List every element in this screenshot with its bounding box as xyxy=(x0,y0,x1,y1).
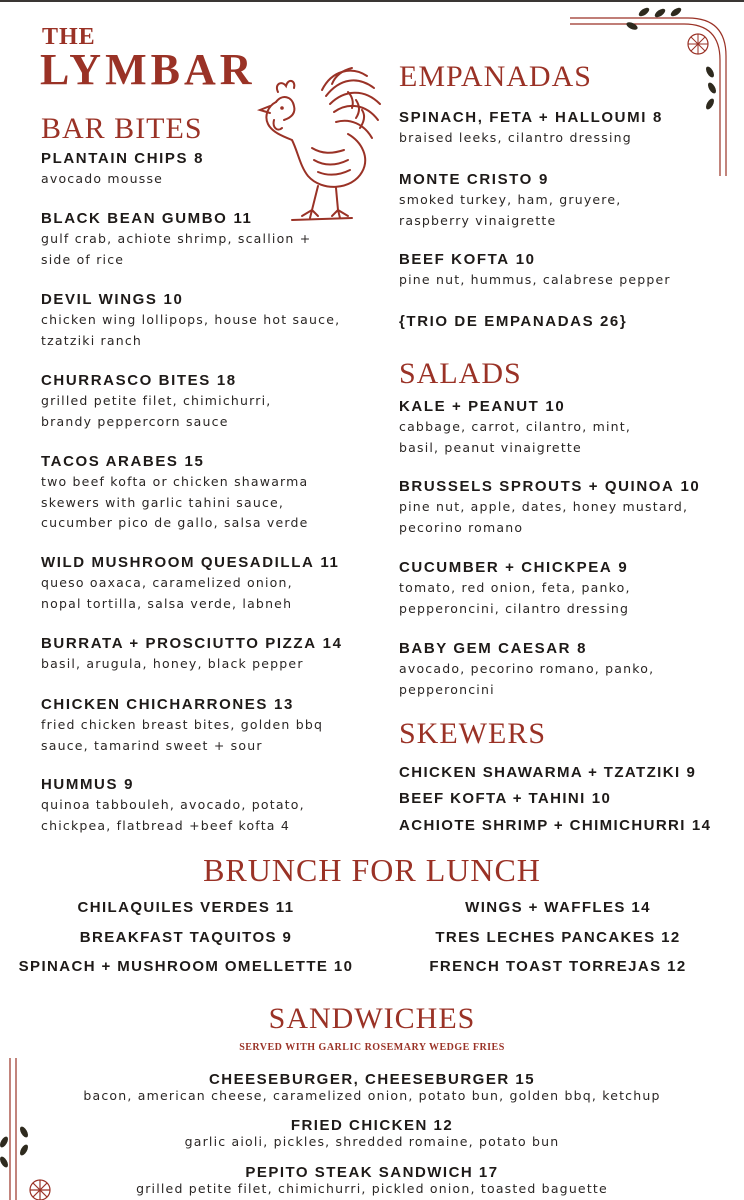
item-description: gulf crab, achiote shrimp, scallion + xyxy=(41,231,312,246)
item-description: brandy peppercorn sauce xyxy=(41,413,229,429)
item-description: pine nut, apple, dates, honey mustard, xyxy=(399,499,689,514)
item-name: BURRATA + PROSCIUTTO PIZZA xyxy=(41,635,317,652)
item-description: avocado mousse xyxy=(41,171,164,186)
item-description: pepperoncini, cilantro dressing xyxy=(399,600,630,616)
item-description: queso oaxaca, caramelized onion, xyxy=(41,575,293,590)
item-description: pecorino romano xyxy=(399,519,524,535)
item-price: 10 xyxy=(545,398,566,415)
item-description: avocado, pecorino romano, panko, xyxy=(399,661,655,676)
item-description: pepperoncini xyxy=(399,681,495,697)
menu-item xyxy=(41,290,381,351)
item-price: 9 xyxy=(124,776,135,793)
menu-item xyxy=(399,108,729,149)
skewers-title: SKEWERS xyxy=(399,717,547,750)
item-price: 11 xyxy=(320,554,340,571)
item-description: tomato, red onion, feta, panko, xyxy=(399,580,631,595)
item-price: 14 xyxy=(322,635,343,652)
item-name: BEEF KOFTA + TAHINI xyxy=(399,790,586,807)
item-price: 10 xyxy=(591,790,612,807)
top-border xyxy=(0,0,744,2)
brunch-item: FRENCH TOAST TORREJAS 12 xyxy=(429,958,687,975)
menu-item xyxy=(41,149,381,190)
skewer-item xyxy=(399,816,729,836)
item-price: 9 xyxy=(618,559,629,576)
menu-item xyxy=(399,397,729,458)
item-description: braised leeks, cilantro dressing xyxy=(399,130,632,145)
skewer-item xyxy=(399,763,729,783)
sandwich-description: garlic aioli, pickles, shredded romaine, potato bun xyxy=(184,1134,560,1149)
item-name: BEEF KOFTA xyxy=(399,251,510,268)
item-price: 15 xyxy=(184,453,205,470)
sandwich-description: grilled petite filet, chimichurri, pickled onion, toasted baguette xyxy=(136,1181,608,1196)
item-name: BLACK BEAN GUMBO xyxy=(41,210,228,227)
menu-item xyxy=(399,170,729,231)
item-name: BRUSSELS SPROUTS + QUINOA xyxy=(399,478,675,495)
item-name: CHICKEN SHAWARMA + TZATZIKI xyxy=(399,764,681,781)
sandwich-name: PEPITO STEAK SANDWICH 17 xyxy=(245,1164,499,1181)
menu-item xyxy=(399,558,729,619)
item-name: CHICKEN CHICHARRONES xyxy=(41,696,269,713)
item-name: CHURRASCO BITES xyxy=(41,372,211,389)
item-description: cucumber pico de gallo, salsa verde xyxy=(41,515,309,530)
corner-ornament-top-right xyxy=(568,4,744,180)
menu-item xyxy=(41,634,381,675)
item-description: cabbage, carrot, cilantro, mint, xyxy=(399,419,632,434)
item-price: 8 xyxy=(652,109,663,126)
item-name: HUMMUS xyxy=(41,776,119,793)
item-name: SPINACH, FETA + HALLOUMI xyxy=(399,109,647,126)
item-description: smoked turkey, ham, gruyere, xyxy=(399,192,622,207)
menu-item xyxy=(399,312,729,332)
brunch-item: TRES LECHES PANCAKES 12 xyxy=(435,929,681,946)
item-price: 9 xyxy=(538,171,549,188)
menu-item xyxy=(399,477,729,538)
item-name: ACHIOTE SHRIMP + CHIMICHURRI xyxy=(399,817,686,834)
item-name: CUCUMBER + CHICKPEA xyxy=(399,559,613,576)
item-price: 14 xyxy=(691,817,712,834)
item-price: 8 xyxy=(194,150,205,167)
item-price: 11 xyxy=(233,210,253,227)
bar-bites-title: BAR BITES xyxy=(41,112,203,145)
sandwiches-title: SANDWICHES xyxy=(268,1002,476,1035)
item-name: {TRIO DE EMPANADAS 26} xyxy=(399,313,628,330)
rooster-illustration xyxy=(252,62,388,222)
item-price: 13 xyxy=(274,696,294,713)
item-description: fried chicken breast bites, golden bbq xyxy=(41,717,324,732)
item-name: WILD MUSHROOM QUESADILLA xyxy=(41,554,315,571)
brand-the: THE xyxy=(42,24,96,50)
item-description: grilled petite filet, chimichurri, xyxy=(41,393,272,408)
menu-item xyxy=(41,209,381,270)
item-name: KALE + PEANUT xyxy=(399,398,540,415)
brunch-item: CHILAQUILES VERDES 11 xyxy=(77,899,295,916)
item-price: 10 xyxy=(515,251,536,268)
brunch-item: SPINACH + MUSHROOM OMELLETTE 10 xyxy=(18,958,354,975)
item-name: TACOS ARABES xyxy=(41,453,179,470)
menu-item xyxy=(41,553,381,614)
item-description: side of rice xyxy=(41,251,125,267)
item-description: tzatziki ranch xyxy=(41,332,143,348)
sandwich-name: CHEESEBURGER, CHEESEBURGER 15 xyxy=(208,1071,536,1088)
item-price: 8 xyxy=(577,640,588,657)
item-description: basil, peanut vinaigrette xyxy=(399,439,582,455)
item-price: 18 xyxy=(216,372,237,389)
brunch-item: WINGS + WAFFLES 14 xyxy=(465,899,651,916)
item-name: BABY GEM CAESAR xyxy=(399,640,572,657)
brunch-title: BRUNCH FOR LUNCH xyxy=(203,852,541,888)
item-name: PLANTAIN CHIPS xyxy=(41,150,189,167)
brunch-item: BREAKFAST TAQUITOS 9 xyxy=(79,929,293,946)
skewer-item xyxy=(399,789,729,809)
item-price: 10 xyxy=(163,291,184,308)
menu-item xyxy=(41,775,381,836)
menu-item xyxy=(41,452,381,534)
item-description: chicken wing lollipops, house hot sauce, xyxy=(41,312,341,327)
sandwich-description: bacon, american cheese, caramelized onion, potato bun, golden bbq, ketchup xyxy=(83,1088,661,1103)
menu-item xyxy=(41,371,381,432)
item-description: two beef kofta or chicken shawarma xyxy=(41,474,309,489)
sandwiches-subtitle: SERVED WITH GARLIC ROSEMARY WEDGE FRIES xyxy=(239,1042,505,1053)
salads-title: SALADS xyxy=(399,357,522,390)
sandwich-name: FRIED CHICKEN 12 xyxy=(290,1117,454,1134)
item-name: DEVIL WINGS xyxy=(41,291,158,308)
item-description: skewers with garlic tahini sauce, xyxy=(41,494,285,510)
empanadas-title: EMPANADAS xyxy=(399,60,592,93)
item-description: nopal tortilla, salsa verde, labneh xyxy=(41,595,293,611)
item-description: quinoa tabbouleh, avocado, potato, xyxy=(41,797,305,812)
item-name: MONTE CRISTO xyxy=(399,171,533,188)
item-price: 9 xyxy=(686,764,697,781)
item-description: raspberry vinaigrette xyxy=(399,212,557,228)
item-description: chickpea, flatbread +beef kofta 4 xyxy=(41,817,290,833)
brand-logo: LYMBAR xyxy=(40,45,256,94)
item-description: sauce, tamarind sweet + sour xyxy=(41,737,263,753)
menu-item xyxy=(399,639,729,700)
menu-item xyxy=(41,695,381,756)
item-description: basil, arugula, honey, black pepper xyxy=(41,656,304,671)
menu-item xyxy=(399,250,729,291)
item-price: 10 xyxy=(680,478,701,495)
item-description: pine nut, hummus, calabrese pepper xyxy=(399,272,671,287)
